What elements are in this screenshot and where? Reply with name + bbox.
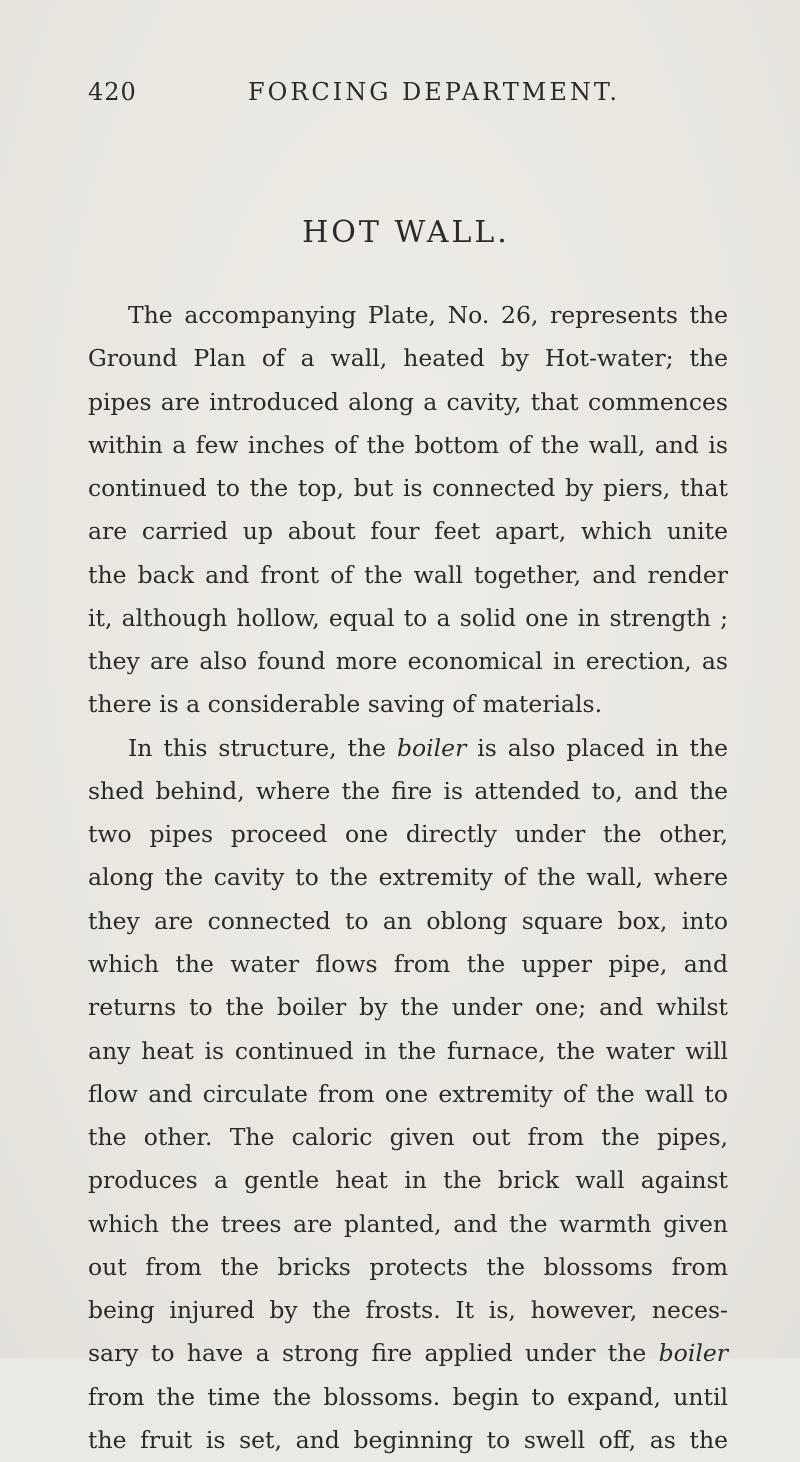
text-line: they are also found more economical in erection, as [88, 647, 728, 676]
italic-word: boiler [396, 733, 467, 762]
text-line: shed behind, where the fire is attended to, and the [88, 776, 728, 805]
text-line: being injured by the frosts. It is, however, neces- [88, 1296, 728, 1325]
text-line: produces a gentle heat in the brick wall against [88, 1166, 728, 1195]
text-line: two pipes proceed one directly under the other, [88, 820, 728, 849]
text-line: there is a considerable saving of materials. [88, 690, 603, 719]
text-line: continued to the top, but is connected by piers, that [88, 474, 728, 503]
text-line: along the cavity to the extremity of the wall, where [88, 863, 728, 892]
body-text [88, 294, 728, 1462]
text-line: which the trees are planted, and the warmth given [88, 1209, 728, 1238]
text-line: any heat is continued in the furnace, the water will [88, 1036, 728, 1065]
text-line: flow and circulate from one extremity of the wall to [88, 1079, 728, 1108]
italic-word: boiler [658, 1339, 728, 1368]
running-head [88, 78, 728, 108]
text-line: it, although hollow, equal to a solid one in strength ; [88, 603, 728, 632]
text-line: pipes are introduced along a cavity, that commences [88, 387, 728, 416]
text-line: the fruit is set, and beginning to swell off, as the [88, 1425, 728, 1454]
text-line: the back and front of the wall together, and render [88, 560, 728, 589]
running-title: FORCING DEPARTMENT. [248, 78, 620, 106]
text-line: The accompanying Plate, No. 26, represents the [128, 301, 728, 329]
text-line: the other. The caloric given out from the pipes, [88, 1123, 728, 1152]
page-number: 420 [88, 78, 137, 106]
text-line: In this structure, the boiler is also placed in the [128, 733, 728, 762]
text-line: within a few inches of the bottom of the wall, and is [88, 430, 728, 459]
text-line: which the water flows from the upper pipe, and [88, 949, 728, 978]
section-title: HOT WALL. [302, 215, 510, 250]
text-line: out from the bricks protects the blossoms from [88, 1252, 728, 1281]
text-line: are carried up about four feet apart, which unite [88, 517, 728, 546]
text-line: sary to have a strong fire applied under the boiler [88, 1339, 728, 1368]
text-line: from the time the blossoms. begin to expand, until [88, 1382, 728, 1411]
text-line: returns to the boiler by the under one; and whilst [88, 993, 728, 1022]
text-line: Ground Plan of a wall, heated by Hot-water; the [88, 344, 728, 373]
text-line: they are connected to an oblong square box, into [88, 906, 728, 935]
